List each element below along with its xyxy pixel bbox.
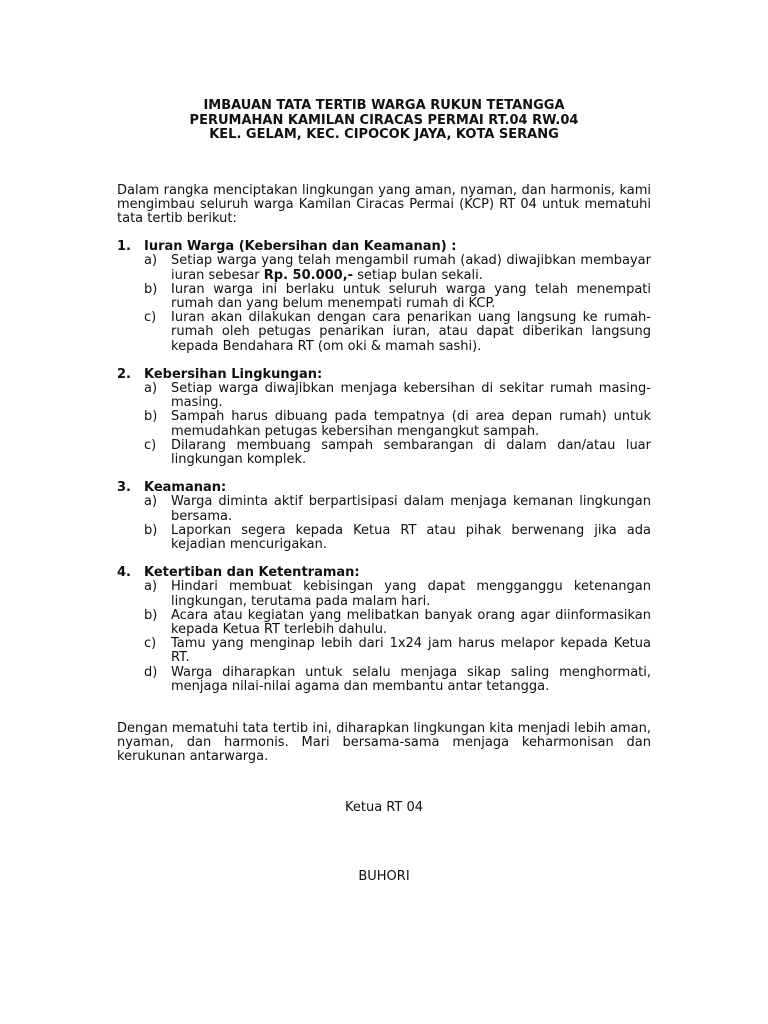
list-item bbox=[117, 580, 651, 608]
item-text bbox=[171, 254, 651, 282]
item-text: Dilarang membuang sampah sembarangan di dalam dan/atau luar lingkungan komplek. bbox=[171, 437, 651, 467]
title-line: PERUMAHAN KAMILAN CIRACAS PERMAI RT.04 RW.04 bbox=[189, 112, 579, 128]
list-item bbox=[117, 666, 651, 694]
section-heading bbox=[117, 240, 651, 254]
section-keamanan bbox=[117, 481, 651, 552]
item-letter: c) bbox=[144, 437, 157, 453]
item-letter: d) bbox=[144, 664, 158, 680]
item-letter: a) bbox=[144, 380, 158, 396]
title-line: IMBAUAN TATA TERTIB WARGA RUKUN TETANGGA bbox=[203, 98, 565, 113]
item-letter: c) bbox=[144, 636, 157, 652]
section-heading-text: Keamanan: bbox=[144, 480, 227, 496]
list-item bbox=[117, 382, 651, 410]
item-text: Warga diminta aktif berpartisipasi dalam menjaga kemanan lingkungan bersama. bbox=[171, 494, 651, 524]
list-item bbox=[117, 311, 651, 354]
closing-paragraph: Dengan mematuhi tata tertib ini, diharapkan lingkungan kita menjadi lebih aman, nyaman, dan harmonis. Mari bersama-sama menjaga keharmonisan dan kerukunan antarwarga. bbox=[117, 721, 651, 765]
item-text-part: Setiap warga yang telah mengambil rumah (akad) diwajibkan membayar iuran sebesar bbox=[171, 253, 651, 283]
item-text: Sampah harus dibuang pada tempatnya (di area depan rumah) untuk memudahkan petugas kebersihan mengangkut sampah. bbox=[171, 409, 651, 439]
list-item bbox=[117, 637, 651, 665]
item-text: Warga diharapkan untuk selalu menjaga sikap saling menghormati, menjaga nilai-nilai agama dan membantu antar tetangga. bbox=[171, 664, 651, 694]
list-item bbox=[117, 410, 651, 438]
list-item bbox=[117, 283, 651, 311]
section-number: 1. bbox=[117, 239, 131, 255]
title-line: KEL. GELAM, KEC. CIPOCOK JAYA, KOTA SERANG bbox=[209, 127, 559, 142]
item-text: Acara atau kegiatan yang melibatkan banyak orang agar diinformasikan kepada Ketua RT terlebih dahulu. bbox=[171, 607, 651, 637]
list-item bbox=[117, 495, 651, 523]
item-text: Iuran akan dilakukan dengan cara penarikan uang langsung ke rumah-rumah oleh petugas penarikan iuran, atau dapat diberikan langsung kepada Bendahara RT (om oki & mamah sashi). bbox=[171, 310, 651, 354]
item-text: Iuran warga ini berlaku untuk seluruh warga yang telah menempati rumah dan yang belum menempati rumah di KCP. bbox=[171, 281, 651, 311]
section-heading bbox=[117, 566, 651, 580]
list-item bbox=[117, 609, 651, 637]
section-iuran-warga bbox=[117, 240, 651, 354]
section-number: 4. bbox=[117, 565, 131, 581]
signature-name: BUHORI bbox=[358, 868, 410, 884]
section-heading bbox=[117, 481, 651, 495]
signature-role: Ketua RT 04 bbox=[344, 799, 423, 815]
item-letter: b) bbox=[144, 281, 158, 297]
item-letter: a) bbox=[144, 579, 158, 595]
section-heading-text: Iuran Warga (Kebersihan dan Keamanan) : bbox=[144, 239, 457, 255]
item-letter: a) bbox=[144, 494, 158, 510]
item-letter: b) bbox=[144, 607, 158, 623]
iuran-amount: Rp. 50.000,- bbox=[263, 267, 354, 283]
item-letter: c) bbox=[144, 310, 157, 326]
item-text: Tamu yang menginap lebih dari 1x24 jam harus melapor kepada Ketua RT. bbox=[171, 636, 651, 666]
list-item bbox=[117, 439, 651, 467]
section-number: 2. bbox=[117, 366, 131, 382]
item-letter: b) bbox=[144, 522, 158, 538]
section-heading bbox=[117, 368, 651, 382]
list-item bbox=[117, 524, 651, 552]
section-kebersihan bbox=[117, 368, 651, 467]
item-letter: b) bbox=[144, 409, 158, 425]
section-ketertiban bbox=[117, 566, 651, 694]
intro-paragraph: Dalam rangka menciptakan lingkungan yang aman, nyaman, dan harmonis, kami mengimbau seluruh warga Kamilan Ciracas Permai (KCP) RT 04 untuk mematuhi tata tertib berikut: bbox=[117, 182, 651, 226]
item-letter: a) bbox=[144, 253, 158, 269]
section-heading-text: Ketertiban dan Ketentraman: bbox=[144, 565, 360, 581]
list-item bbox=[117, 254, 651, 282]
item-text: Hindari membuat kebisingan yang dapat mengganggu ketenangan lingkungan, terutama pada malam hari. bbox=[171, 579, 651, 609]
section-number: 3. bbox=[117, 480, 131, 496]
document-title bbox=[117, 99, 651, 143]
item-text-part: setiap bulan sekali. bbox=[353, 267, 483, 283]
item-text: Setiap warga diwajibkan menjaga kebersihan di sekitar rumah masing-masing. bbox=[171, 380, 651, 411]
item-text: Laporkan segera kepada Ketua RT atau pihak berwenang jika ada kejadian mencurigakan. bbox=[171, 522, 651, 552]
section-heading-text: Kebersihan Lingkungan: bbox=[144, 366, 323, 382]
